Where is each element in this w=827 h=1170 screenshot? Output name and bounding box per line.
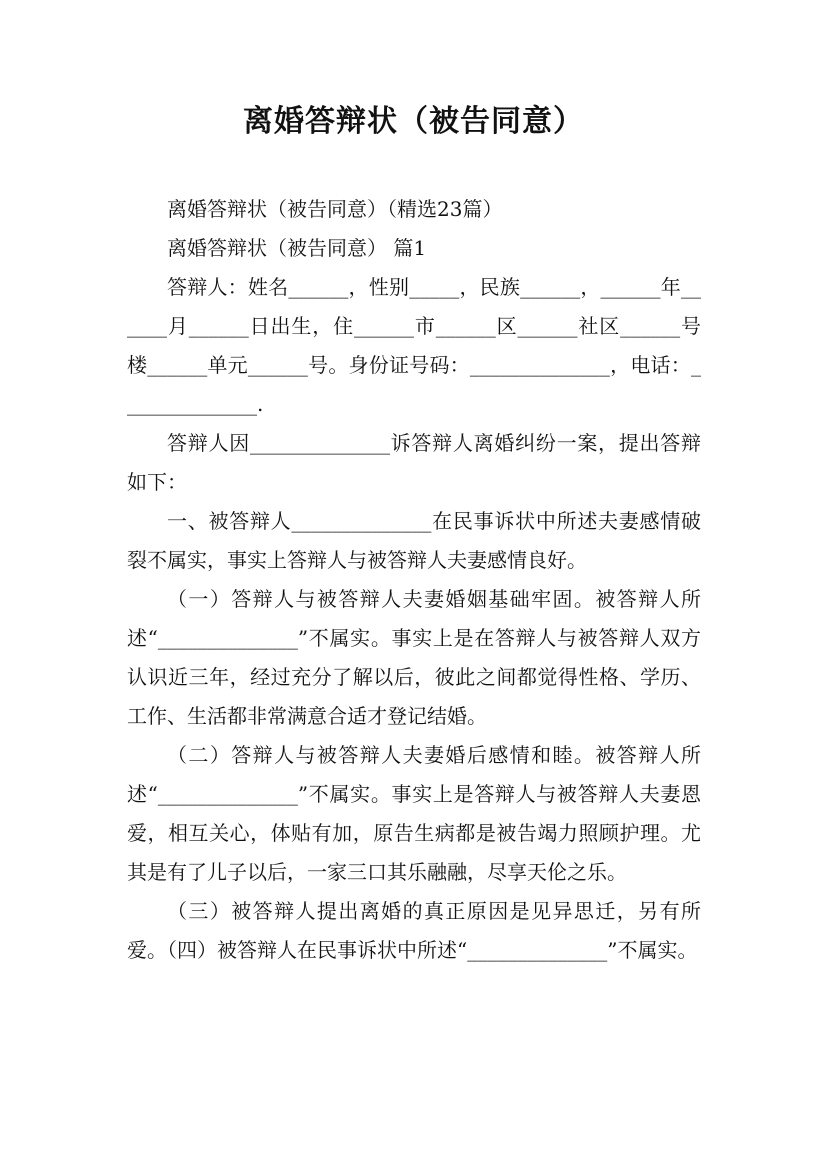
document-title: 离婚答辩状（被告同意） [243,104,584,139]
paragraph-intro: 离婚答辩状（被告同意）（精选23篇） [167,197,503,221]
paragraph-sub-two: （二）答辩人与被答辩人夫妻婚后感情和睦。被答辩人所述“______________”不属实。事实上是答辩人与被答辩人夫妻恩爱，相互关心，体贴有加，原告生病都是被告竭力照顾护理。尤其是有了儿子以后，一家三口其乐融融，尽享天伦之乐。 [127,743,701,884]
paragraph-section-heading: 离婚答辩状（被告同意） 篇1 [167,236,427,260]
paragraph-point-one: 一、被答辩人______________在民事诉状中所述夫妻感情破裂不属实，事实上答辩人与被答辩人夫妻感情良好。 [127,509,701,572]
paragraph-respondent-info: 答辩人：姓名______，性别_____，民族______，______年______月______日出生，住______市______区______社区______号楼______单元______号。身份证号码：______________，电话：______________. [127,275,701,416]
paragraph-sub-three-four: （三）被答辩人提出离婚的真正原因是见异思迁，另有所爱。（四）被答辩人在民事诉状中所述“______________”不属实。 [127,899,701,962]
document-body [127,190,701,970]
paragraph-sub-one: （一）答辩人与被答辩人夫妻婚姻基础牢固。被答辩人所述“______________”不属实。事实上是在答辩人与被答辩人双方认识近三年，经过充分了解以后，彼此之间都觉得性格、学历、工作、生活都非常满意合适才登记结婚。 [127,587,701,728]
paragraph-case-statement: 答辩人因______________诉答辩人离婚纠纷一案，提出答辩如下： [127,431,701,494]
